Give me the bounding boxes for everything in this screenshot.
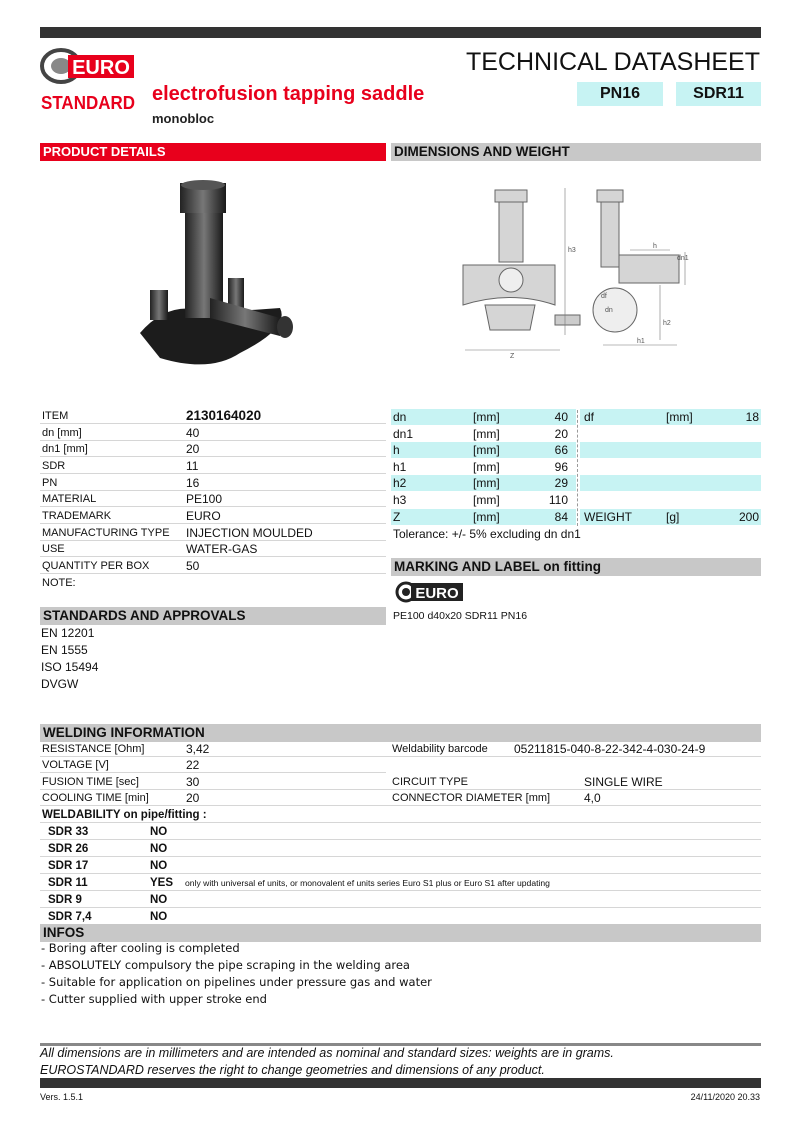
drawing-label-h1: h1	[637, 338, 645, 345]
dimension-right-row	[580, 509, 761, 525]
detail-value: EURO	[186, 509, 221, 523]
dimension-unit: [mm]	[473, 459, 500, 474]
marking-header: MARKING AND LABEL on fitting	[391, 558, 761, 576]
circuit-label: CIRCUIT TYPE	[392, 776, 468, 788]
weldability-value: NO	[150, 911, 168, 923]
dimension-value: 40	[554, 410, 568, 424]
drawing-label-h2: h2	[663, 320, 671, 327]
detail-value: 40	[186, 426, 200, 440]
dimension-row	[391, 492, 576, 508]
detail-row	[40, 491, 386, 507]
dimension-row	[391, 475, 576, 491]
standard-item: DVGW	[41, 677, 79, 691]
svg-text:STANDARD: STANDARD	[41, 93, 135, 113]
svg-text:EURO: EURO	[415, 585, 459, 602]
standards-header: STANDARDS AND APPROVALS	[40, 607, 386, 625]
drawing-label-z: Z	[510, 353, 515, 360]
date-text: 24/11/2020 20.33	[690, 1092, 760, 1102]
bottom-bar	[40, 1078, 761, 1088]
infos-header: INFOS	[40, 924, 761, 942]
detail-label: MANUFACTURING TYPE	[42, 527, 170, 539]
welding-row-4	[40, 790, 761, 806]
detail-row	[40, 525, 386, 541]
detail-label: PN	[42, 477, 58, 489]
product-subtitle: monobloc	[152, 111, 215, 126]
weldability-value: YES	[150, 877, 174, 889]
dimension-name: h1	[393, 459, 407, 474]
detail-label: ITEM	[42, 410, 69, 422]
weldability-sdr: SDR 9	[48, 894, 82, 906]
resistance-value: 3,42	[186, 742, 210, 756]
tolerance-note: Tolerance: +/- 5% excluding dn dn1	[393, 527, 581, 541]
welding-header: WELDING INFORMATION	[40, 724, 761, 742]
dimension-row	[391, 409, 576, 425]
dimension-value: 66	[554, 443, 568, 458]
fusion-label: FUSION TIME [sec]	[42, 776, 139, 788]
detail-row	[40, 425, 386, 441]
drawing-label-dn1: dn1	[677, 255, 689, 262]
df-value: 18	[745, 410, 759, 424]
dimension-unit: [mm]	[473, 476, 500, 491]
cooling-value: 20	[186, 791, 200, 805]
dimension-right-row	[580, 475, 761, 491]
detail-row	[40, 575, 386, 591]
dimension-row	[391, 459, 576, 475]
dimension-unit: [mm]	[473, 509, 500, 524]
weldability-sdr: SDR 17	[48, 860, 89, 872]
info-item: - Cutter supplied with upper stroke end	[41, 992, 267, 1006]
weldability-row	[40, 841, 761, 857]
detail-value: 16	[186, 476, 200, 490]
drawing-label-h: h	[653, 243, 657, 250]
product-photo	[130, 178, 300, 378]
dimension-name: Z	[393, 509, 401, 524]
detail-value: WATER-GAS	[186, 542, 258, 556]
weldability-sdr: SDR 7,4	[48, 911, 92, 923]
detail-row	[40, 558, 386, 574]
weldability-note: only with universal ef units, or monovalent ef units series Euro S1 plus or Euro S1 after updating	[185, 878, 550, 888]
barcode-label: Weldability barcode	[392, 743, 488, 755]
df-name: df	[584, 410, 595, 424]
weight-unit: [g]	[666, 509, 680, 524]
weldability-title: WELDABILITY on pipe/fitting :	[40, 807, 761, 823]
detail-value: 2130164020	[186, 408, 262, 423]
weldability-value: NO	[150, 843, 168, 855]
fusion-value: 30	[186, 775, 200, 789]
info-item: - Boring after cooling is completed	[41, 941, 240, 955]
top-bar	[40, 27, 761, 38]
dimension-row	[391, 442, 576, 458]
dimension-row	[391, 426, 576, 442]
dimension-right-row	[580, 426, 761, 442]
welding-row-2	[40, 757, 386, 773]
circuit-value: SINGLE WIRE	[584, 775, 663, 789]
detail-row	[40, 475, 386, 491]
dimension-right-row	[580, 492, 761, 508]
standard-item: EN 1555	[41, 643, 88, 657]
voltage-value: 22	[186, 758, 200, 772]
pn-tag: PN16	[577, 82, 663, 106]
barcode-value: 05211815-040-8-22-342-4-030-24-9	[514, 742, 706, 756]
drawing-label-dn: dn	[605, 307, 613, 314]
dimension-name: h3	[393, 493, 407, 507]
connector-label: CONNECTOR DIAMETER [mm]	[392, 792, 551, 804]
eurostandard-logo	[40, 44, 136, 116]
info-item: - Suitable for application on pipelines under pressure gas and water	[41, 975, 432, 989]
detail-label: SDR	[42, 460, 66, 472]
weight-value: 200	[738, 509, 759, 524]
dimension-value: 110	[548, 493, 568, 507]
dimension-name: dn1	[393, 426, 414, 441]
document-title: TECHNICAL DATASHEET	[465, 48, 760, 76]
dimension-name: h2	[393, 476, 407, 491]
detail-label: dn [mm]	[42, 427, 82, 439]
detail-row	[40, 408, 386, 424]
sdr-tag: SDR11	[676, 82, 761, 106]
product-title: electrofusion tapping saddle	[152, 83, 425, 105]
detail-label: NOTE:	[42, 577, 76, 589]
detail-label: QUANTITY PER BOX	[42, 560, 150, 572]
detail-value: PE100	[186, 492, 223, 506]
standard-item: ISO 15494	[41, 660, 99, 674]
dimensions-weight-header: DIMENSIONS AND WEIGHT	[391, 143, 761, 161]
footer-line-2: EUROSTANDARD reserves the right to change geometries and dimensions of any product.	[40, 1063, 545, 1077]
dimension-name: dn	[393, 410, 407, 424]
detail-label: USE	[42, 543, 65, 555]
dimension-right-row	[580, 459, 761, 475]
dimension-value: 29	[554, 476, 568, 491]
df-unit: [mm]	[666, 410, 693, 424]
weldability-sdr: SDR 11	[48, 877, 88, 889]
detail-row	[40, 441, 386, 457]
weldability-row	[40, 892, 761, 908]
version-text: Vers. 1.5.1	[40, 1092, 84, 1102]
dimension-unit: [mm]	[473, 426, 500, 441]
detail-label: TRADEMARK	[42, 510, 112, 522]
dimension-right-row	[580, 409, 761, 425]
dimension-value: 20	[554, 426, 568, 441]
detail-label: dn1 [mm]	[42, 443, 88, 455]
weldability-value: NO	[150, 860, 168, 872]
marking-text: PE100 d40x20 SDR11 PN16	[393, 610, 528, 622]
weldability-row	[40, 824, 761, 840]
detail-value: 11	[186, 459, 199, 473]
dimension-right-row	[580, 442, 761, 458]
weldability-sdr: SDR 33	[48, 826, 89, 838]
welding-row-1	[40, 741, 761, 757]
detail-label: MATERIAL	[42, 493, 97, 505]
detail-value: INJECTION MOULDED	[186, 526, 313, 540]
dimension-name: h	[393, 443, 400, 458]
cooling-label: COOLING TIME [min]	[42, 792, 149, 804]
marking-logo	[395, 580, 465, 604]
weldability-row	[40, 858, 761, 874]
drawing-label-df: df	[601, 293, 607, 300]
weldability-row	[40, 909, 761, 925]
detail-row	[40, 541, 386, 557]
detail-value: 50	[186, 559, 200, 573]
drawing-label-h3: h3	[568, 247, 576, 254]
svg-text:EURO: EURO	[72, 57, 130, 79]
dimension-unit: [mm]	[473, 443, 500, 458]
weldability-value: NO	[150, 826, 168, 838]
dimension-value: 84	[554, 509, 568, 524]
footer-line-1: All dimensions are in millimeters and are intended as nominal and standard sizes: weights are in grams.	[40, 1046, 614, 1060]
weldability-row	[40, 875, 761, 891]
standard-item: EN 12201	[41, 626, 95, 640]
dimensions-divider	[577, 410, 578, 526]
detail-value: 20	[186, 442, 200, 456]
resistance-label: RESISTANCE [Ohm]	[42, 743, 145, 755]
technical-drawing	[455, 180, 695, 360]
weight-name: WEIGHT	[584, 509, 632, 524]
dimension-value: 96	[554, 459, 568, 474]
welding-row-3	[40, 774, 761, 790]
dimension-unit: [mm]	[473, 493, 500, 507]
info-item: - ABSOLUTELY compulsory the pipe scraping in the welding area	[41, 958, 410, 972]
detail-row	[40, 508, 386, 524]
dimension-unit: [mm]	[473, 410, 500, 424]
dimension-row	[391, 509, 576, 525]
detail-row	[40, 458, 386, 474]
weldability-value: NO	[150, 894, 168, 906]
weldability-sdr: SDR 26	[48, 843, 89, 855]
voltage-label: VOLTAGE [V]	[42, 759, 109, 771]
connector-value: 4,0	[584, 791, 601, 805]
product-details-header: PRODUCT DETAILS	[40, 143, 386, 161]
